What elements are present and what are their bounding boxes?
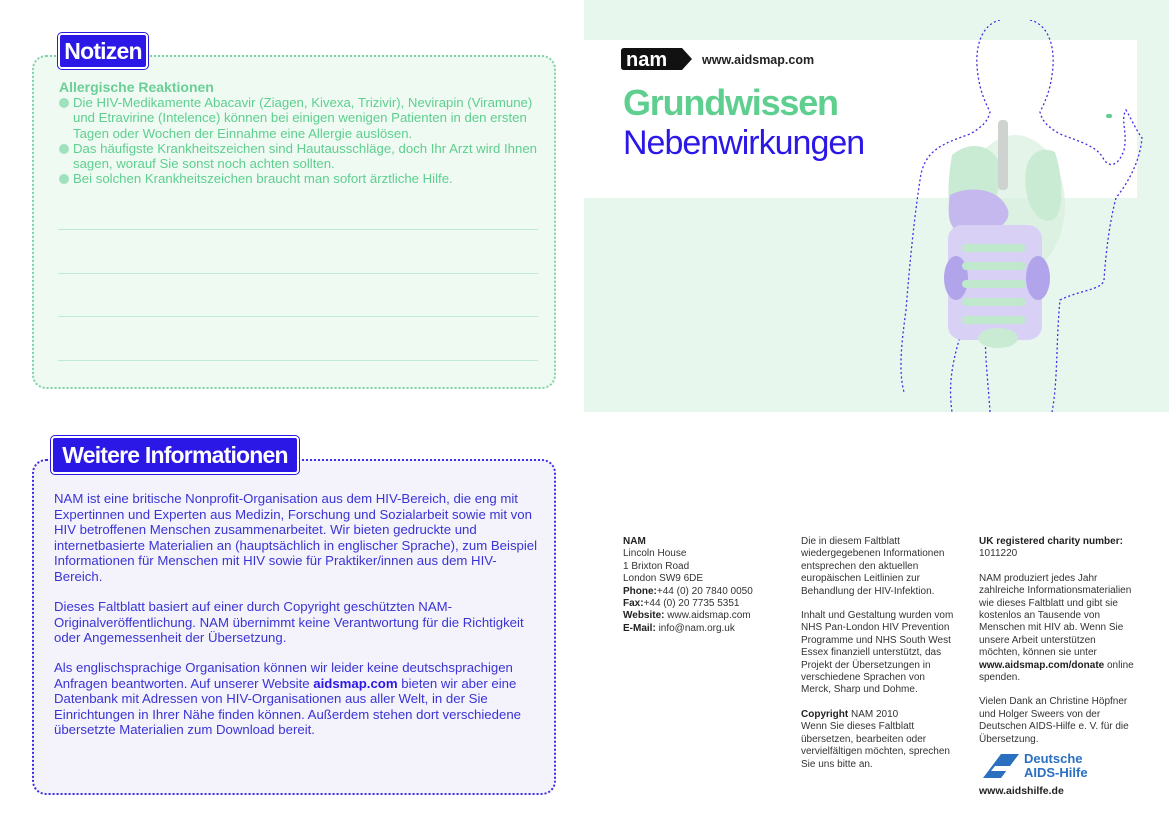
middle-paragraph-3: Wenn Sie dieses Faltblatt übersetzen, bearbeiten oder vervielfältigen möchten, sprechen Sie uns bitte an. [801,721,950,770]
org-name: NAM [623,536,646,547]
info-paragraph-2: Dieses Faltblatt basiert auf einer durch Copyright geschützten NAM-Originalveröffentlichung. NAM übernimmt keine Verantwortung für die Richtigkeit oder Angemessenheit der Übersetzung. [54,599,524,646]
notes-heading: Allergische Reaktionen [59,79,214,95]
thanks-paragraph: Vielen Dank an Christine Höpfner und Holger Sweers von der Deutschen AIDS-Hilfe e. V. für die Übersetzung. [979,696,1129,745]
esophagus [998,120,1008,190]
nam-logo-text: nam [626,49,668,71]
email-value[interactable]: info@nam.org.uk [658,622,735,634]
address-line: Lincoln House [623,548,687,560]
bullet-item: Die HIV-Medikamente Abacavir (Ziagen, Kivexa, Trizivir), Nevirapin (Viramune) und Etravirine (Intelence) können bei einigen wenigen Patienten in den ersten Tagen oder Wochen der Einnahme eine Allergie auslösen. [59,95,545,141]
phone-label: Phone: [623,585,657,597]
donate-link[interactable]: www.aidsmap.com/donate [979,659,1105,671]
fax-value: +44 (0) 20 7735 5351 [643,598,740,610]
fax-label: Fax: [623,598,644,610]
contact-column [623,536,783,635]
pill-icon [1106,114,1112,118]
notes-bullet-list [59,95,545,187]
note-line [58,360,538,361]
notes-tab: Notizen [58,33,148,69]
copyright-value: NAM 2010 [851,708,899,720]
cover-title: Grundwissen [623,82,838,123]
middle-paragraph-1: Die in diesem Faltblatt wiedergegebenen Informationen entsprechen den aktuellen europäischen Leitlinien zur Behandlung der HIV-Infektion. [801,536,945,597]
note-line [58,273,538,274]
info-column [801,536,957,771]
bladder [978,328,1018,348]
donate-paragraph [979,573,1139,685]
charity-number: 1011220 [979,548,1018,560]
phone-value: +44 (0) 20 7840 0050 [656,585,753,597]
bullet-item: Bei solchen Krankheitszeichen braucht man sofort ärztliche Hilfe. [59,171,545,186]
address-line: London SW9 6DE [623,573,704,585]
dah-line: Deutsche [1024,751,1083,766]
address-line: 1 Brixton Road [623,560,690,572]
dah-logo-icon [981,752,1021,780]
info-text: bieten wir aber eine Datenbank mit Adressen von HIV-Organisationen aus aller Welt, in der Sie Einrichtungen in Ihrer Nähe finden können. Außerdem stehen dort verschiedene übersetzte Materialien zum Download bereit. [54,675,521,738]
info-paragraph-3 [54,660,540,738]
donate-text: NAM produziert jedes Jahr zahlreiche Informationsmaterialien wie dieses Faltblatt und gibt sie kostenlos an Tausende von Menschen mit HIV ab. Wenn Sie unsere Arbeit unterstützen möchten, können sie unter [979,572,1132,659]
website-value[interactable]: www.aidsmap.com [667,610,751,622]
kidney-right [1026,256,1050,300]
website-label: Website: [623,610,665,622]
info-paragraph-1: NAM ist eine britische Nonprofit-Organisation aus dem HIV-Bereich, die eng mit Expertinnen und Experten aus Medizin, Forschung und Sozialarbeit sowie mit von HIV betroffenen Menschen zusammenarbeitet. Wir bieten gedruckte und internetbasierte Materialien an (hauptsächlich in englischer Sprache), zum Beispiel Informationen für Menschen mit HIV sowie für Praktiker/innen aus dem HIV-Bereich. [54,491,538,584]
dah-line: AIDS-Hilfe [1024,765,1088,780]
cover-subtitle: Nebenwirkungen [623,124,865,162]
note-line [58,229,538,230]
body-illustration [880,20,1160,412]
middle-paragraph-2: Inhalt und Gestaltung wurden vom NHS Pan-London HIV Prevention Programme und NHS South West Essex finanziell unterstützt, das Projekt der Übersetzungen in verschiedene Sprachen von Merck, Sharp und Dohme. [801,610,954,696]
dah-logo-text [1024,752,1088,780]
note-line [58,316,538,317]
copyright-label: Copyright [801,708,849,720]
bullet-item: Das häufigste Krankheitszeichen sind Hautausschläge, doch Ihr Arzt wird Ihnen sagen, worauf Sie sonst noch achten sollten. [59,141,545,172]
aidsmap-link[interactable]: aidsmap.com [313,675,398,691]
nam-logo [620,46,694,72]
dah-url[interactable]: www.aidshilfe.de [979,785,1064,797]
email-label: E-Mail: [623,622,656,634]
info-tab: Weitere Informationen [51,436,299,474]
site-url[interactable]: www.aidsmap.com [702,53,815,67]
charity-column [979,536,1139,746]
nam-logo-shape [620,46,694,72]
donate-text: online spenden. [979,659,1134,684]
info-text: Als englischsprachige Organisation können wir leider keine deutschsprachigen Anfragen beantworten. Auf unserer Website [54,660,513,691]
charity-label: UK registered charity number: [979,536,1123,547]
